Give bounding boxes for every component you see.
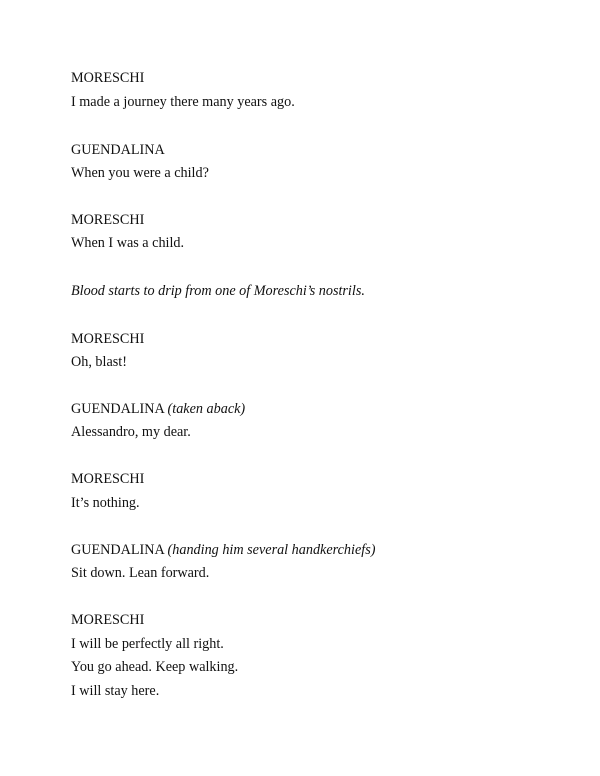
dialogue-line: Sit down. Lean forward. <box>71 565 210 581</box>
speaker-line <box>71 541 375 559</box>
stage-direction: Blood starts to drip from one of Moreschi’s nostrils. <box>71 283 365 299</box>
parenthetical: (taken aback) <box>167 401 246 417</box>
dialogue-line: When I was a child. <box>71 235 185 251</box>
dialogue-line: It’s nothing. <box>71 495 140 511</box>
dialogue-line: I made a journey there many years ago. <box>71 94 295 110</box>
dialogue-line: When you were a child? <box>71 165 209 181</box>
dialogue-line: Alessandro, my dear. <box>71 424 191 440</box>
dialogue-line: You go ahead. Keep walking. <box>71 659 239 675</box>
speaker-name: MORESCHI <box>71 612 145 628</box>
parenthetical: (handing him several handkerchiefs) <box>167 542 376 558</box>
speaker-name: GUENDALINA <box>71 401 164 417</box>
speaker-name: MORESCHI <box>71 471 145 487</box>
speaker-name: GUENDALINA <box>71 142 165 158</box>
speaker-name: MORESCHI <box>71 212 145 228</box>
speaker-name: MORESCHI <box>71 70 145 86</box>
dialogue-line: I will be perfectly all right. <box>71 636 224 652</box>
speaker-name: MORESCHI <box>71 331 145 347</box>
dialogue-line: Oh, blast! <box>71 354 127 370</box>
speaker-line <box>71 400 245 418</box>
speaker-name: GUENDALINA <box>71 542 164 558</box>
dialogue-line: I will stay here. <box>71 683 160 699</box>
